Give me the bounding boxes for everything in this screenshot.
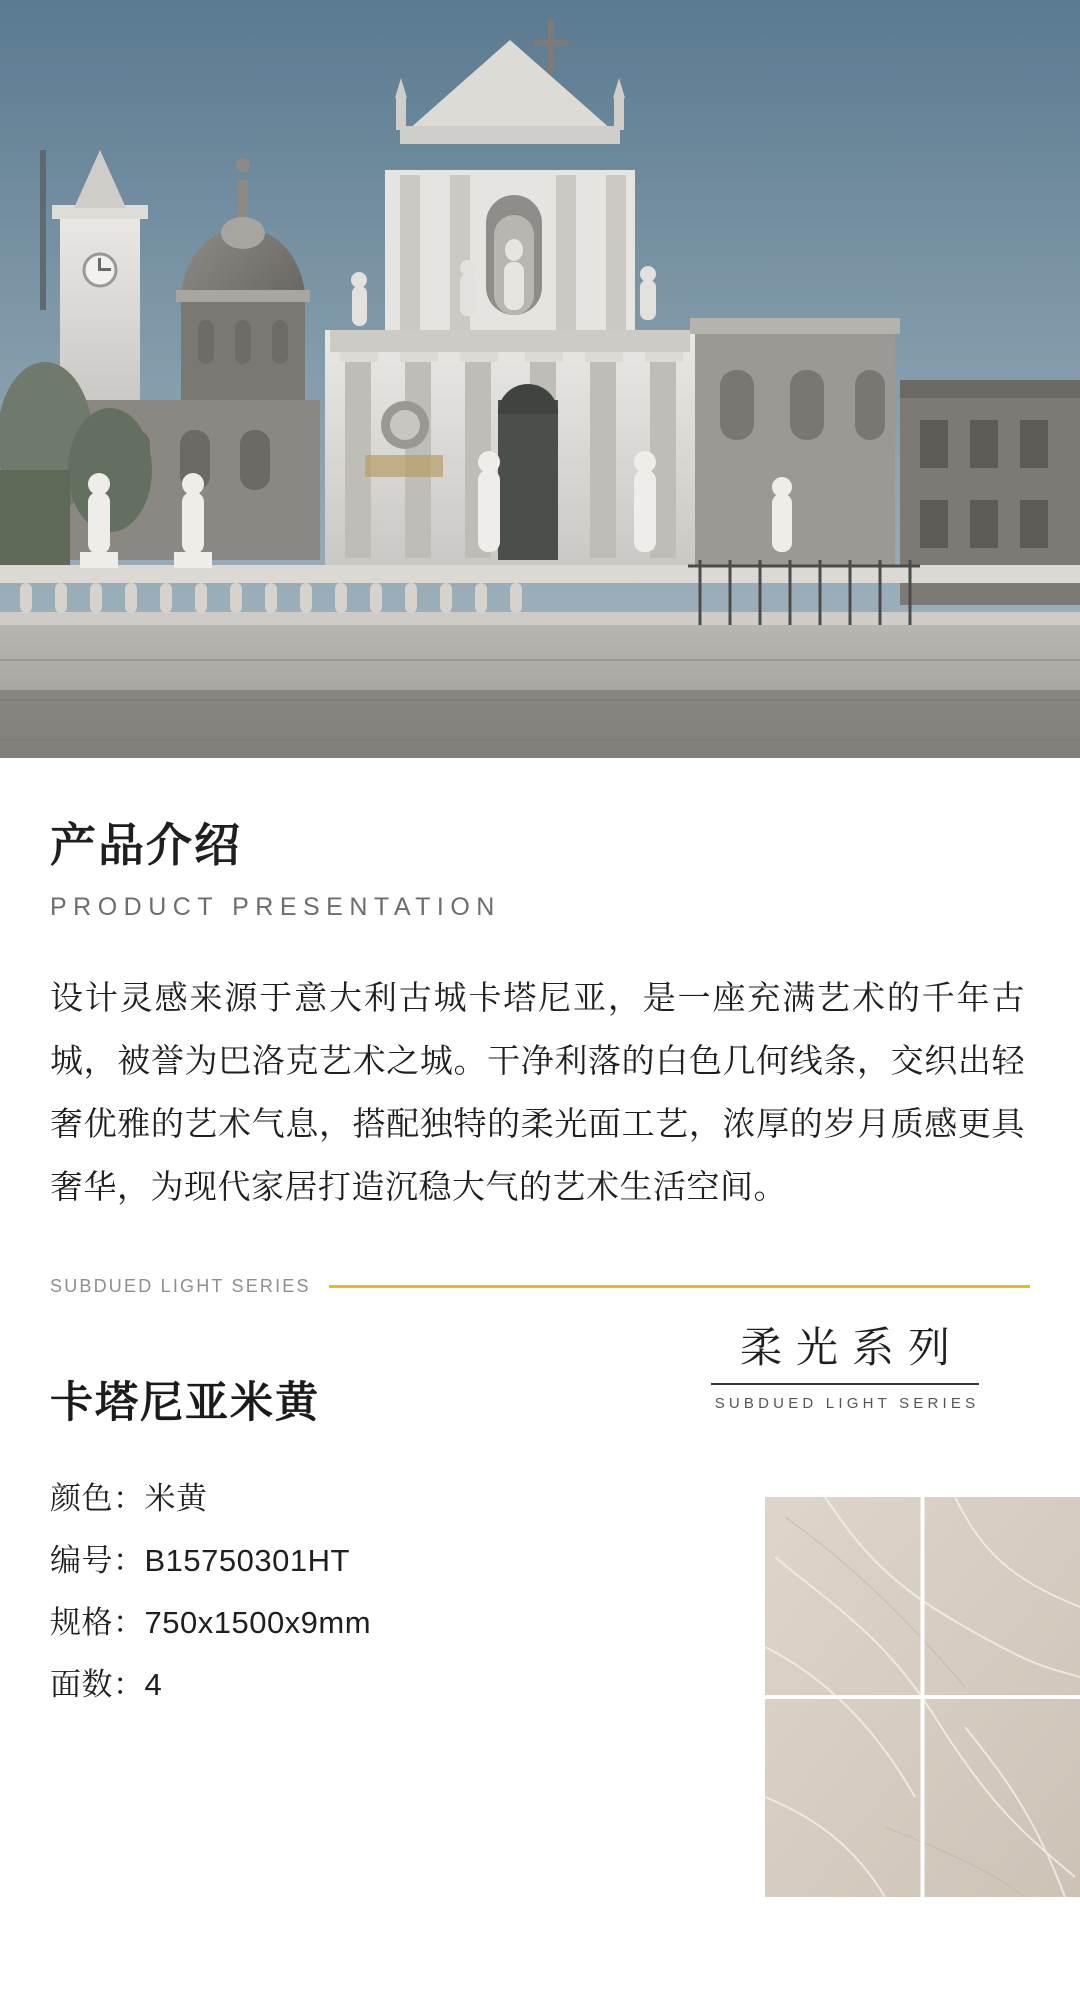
spec-row	[50, 1468, 620, 1530]
spec-label: 规格：	[50, 1604, 145, 1640]
series-badge-column	[620, 1297, 1080, 1716]
page-subtitle: PRODUCT PRESENTATION	[50, 892, 501, 921]
spec-value: 4	[144, 1666, 163, 1702]
product-presentation-section	[0, 820, 1080, 1297]
series-divider	[50, 1276, 1030, 1297]
spec-label: 编号：	[50, 1542, 145, 1578]
series-divider-label: SUBDUED LIGHT SERIES	[50, 1275, 311, 1296]
spec-value: 750x1500x9mm	[144, 1604, 372, 1640]
hero-image	[0, 0, 1080, 758]
spec-row	[50, 1654, 620, 1716]
tile-swatch-graphic	[765, 1497, 1080, 1897]
product-name: 卡塔尼亚米黄	[50, 1378, 320, 1427]
tile-swatch	[765, 1497, 1080, 1897]
spec-label: 颜色：	[50, 1480, 145, 1516]
series-badge-cn: 柔光系列	[739, 1323, 964, 1371]
product-info-column	[0, 1297, 620, 1716]
spec-value: B15750301HT	[144, 1542, 350, 1578]
intro-paragraph: 设计灵感来源于意大利古城卡塔尼亚，是一座充满艺术的千年古城，被誉为巴洛克艺术之城。干净利落的白色几何线条，交织出轻奢优雅的艺术气息，搭配独特的柔光面工艺，浓厚的岁月质感更具奢华，为现代家居打造沉稳大气的艺术生活空间。	[50, 978, 1025, 1205]
spec-row	[50, 1592, 620, 1654]
product-spec-list	[50, 1468, 620, 1716]
series-divider-rule	[329, 1285, 1030, 1288]
spec-value: 米黄	[144, 1480, 208, 1516]
series-badge-en: SUBDUED LIGHT SERIES	[711, 1383, 980, 1412]
spec-row	[50, 1530, 620, 1592]
page-title: 产品介绍	[50, 819, 242, 871]
series-badge	[620, 1297, 1080, 1413]
spec-label: 面数：	[50, 1666, 145, 1702]
cathedral-illustration	[0, 0, 1080, 758]
product-details-section	[0, 1297, 1080, 1716]
